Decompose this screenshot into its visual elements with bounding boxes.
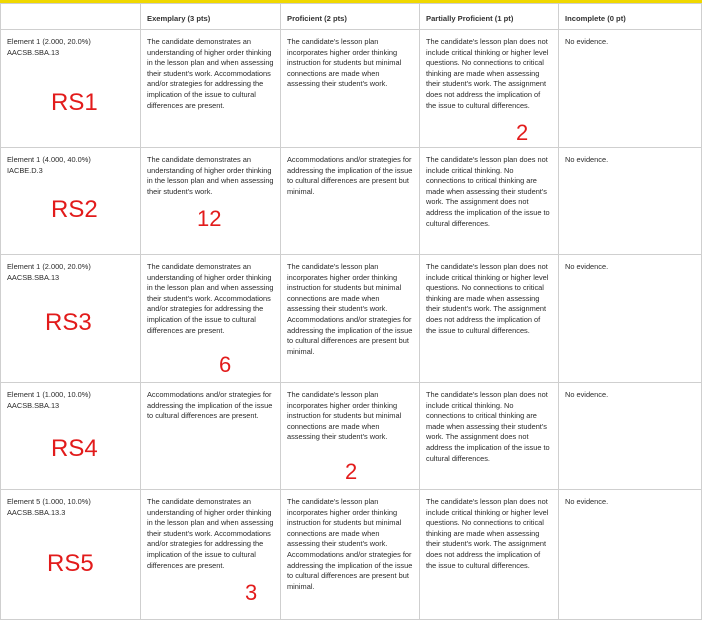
count-annotation: 3 [245,580,258,605]
criteria-cell [1,490,141,620]
incomplete-text: No evidence. [565,497,609,506]
incomplete-cell[interactable] [559,255,702,383]
header-criteria [1,4,141,30]
exemplary-text: Accommodations and/or strategies for addressing the implication of the issue to cultural differences are present. [147,390,273,421]
table-row [1,30,702,148]
row-tag: RS4 [51,435,98,462]
incomplete-cell[interactable] [559,383,702,490]
criteria-cell [1,255,141,383]
partial-cell[interactable] [420,383,559,490]
row-tag: RS2 [51,196,98,223]
table-row [1,490,702,620]
incomplete-text: No evidence. [565,390,609,399]
row-tag: RS5 [47,550,94,577]
partial-cell[interactable] [420,490,559,620]
proficient-cell[interactable] [281,148,420,255]
standard-code: IACBE.D.3 [7,165,43,175]
incomplete-cell[interactable] [559,148,702,255]
exemplary-cell[interactable] [141,383,281,490]
exemplary-cell[interactable] [141,255,281,383]
header-exemplary: Exemplary (3 pts) [141,4,281,30]
incomplete-cell[interactable] [559,30,702,148]
partial-text: The candidate's lesson plan does not include critical thinking. No connections to critical thinking are made when assessing their student's work. The assignment does not address the implication of the issue to cultural differences. [426,155,550,228]
standard-code: AACSB.SBA.13 [7,47,60,57]
header-incomplete: Incomplete (0 pt) [559,4,702,30]
header-partially-proficient: Partially Proficient (1 pt) [420,4,559,30]
count-annotation: 2 [516,120,529,145]
row-tag: RS1 [51,89,98,116]
partial-cell[interactable] [420,148,559,255]
partial-text: The candidate's lesson plan does not include critical thinking or higher level questions. No connections to critical thinking are made when assessing their student's work. The assignment does not address the implication of the issue to cultural differences. [426,262,549,335]
incomplete-text: No evidence. [565,262,609,271]
proficient-text: The candidate's lesson plan incorporates higher order thinking instruction for students but minimal connections are made when assessing their student's work. Accommodations and/or strategies for addressing the implication of the issue to cultural differences are present but minimal. [287,497,413,591]
proficient-cell[interactable] [281,383,420,490]
rubric-table [0,3,702,620]
header-row [1,4,702,30]
proficient-text: The candidate's lesson plan incorporates higher order thinking instruction for students but minimal connections are made when assessing their student's work. [287,390,402,442]
element-label: Element 1 (4.000, 40.0%) [7,155,91,164]
exemplary-cell[interactable] [141,148,281,255]
partial-text: The candidate's lesson plan does not include critical thinking or higher level questions. No connections to critical thinking are made when assessing their student's work. The assignment does not address the implication of the issue to cultural differences. [426,497,549,570]
standard-code: AACSB.SBA.13 [7,272,60,282]
proficient-text: The candidate's lesson plan incorporates higher order thinking instruction for students but minimal connections are made when assessing their student's work. Accommodations and/or strategies for addressing the implication of the issue to cultural differences are present but minimal. [287,262,413,356]
proficient-cell[interactable] [281,30,420,148]
exemplary-cell[interactable] [141,30,281,148]
count-annotation: 6 [219,352,232,377]
incomplete-text: No evidence. [565,155,609,164]
standard-code: AACSB.SBA.13.3 [7,507,66,517]
element-label: Element 1 (1.000, 10.0%) [7,390,91,399]
table-row [1,255,702,383]
partial-text: The candidate's lesson plan does not include critical thinking. No connections to critical thinking are made when assessing their student's work. The assignment does not address the implication of the issue to cultural differences. [426,390,550,463]
exemplary-cell[interactable] [141,490,281,620]
criteria-cell [1,148,141,255]
element-label: Element 5 (1.000, 10.0%) [7,497,91,506]
exemplary-text: The candidate demonstrates an understanding of higher order thinking in the lesson plan and when assessing their student's work. Accommodations and/or strategies for addressing the implication of the issue to cultural differences are present. [147,37,274,110]
exemplary-text: The candidate demonstrates an understanding of higher order thinking in the lesson plan and when assessing their student's work. [147,155,274,196]
incomplete-cell[interactable] [559,490,702,620]
incomplete-text: No evidence. [565,37,609,46]
criteria-cell [1,30,141,148]
partial-cell[interactable] [420,255,559,383]
row-tag: RS3 [45,309,92,336]
table-row [1,148,702,255]
criteria-cell [1,383,141,490]
standard-code: AACSB.SBA.13 [7,400,60,410]
table-row [1,383,702,490]
partial-text: The candidate's lesson plan does not include critical thinking or higher level questions. No connections to critical thinking are made when assessing their student's work. The assignment does not address the implication of the issue to cultural differences. [426,37,549,110]
element-label: Element 1 (2.000, 20.0%) [7,37,91,46]
proficient-text: Accommodations and/or strategies for addressing the implication of the issue to cultural differences are present but minimal. [287,155,413,196]
partial-cell[interactable] [420,30,559,148]
proficient-cell[interactable] [281,490,420,620]
exemplary-text: The candidate demonstrates an understanding of higher order thinking in the lesson plan and when assessing their student's work. Accommodations and/or strategies for addressing the implication of the issue to cultural differences are present. [147,497,274,570]
count-annotation: 12 [197,206,222,231]
proficient-text: The candidate's lesson plan incorporates higher order thinking instruction for students but minimal connections are made when assessing their student's work. [287,37,402,89]
count-annotation: 2 [345,459,358,484]
proficient-cell[interactable] [281,255,420,383]
element-label: Element 1 (2.000, 20.0%) [7,262,91,271]
header-proficient: Proficient (2 pts) [281,4,420,30]
exemplary-text: The candidate demonstrates an understanding of higher order thinking in the lesson plan and when assessing their student's work. Accommodations and/or strategies for addressing the implication of the issue to cultural differences are present. [147,262,274,335]
